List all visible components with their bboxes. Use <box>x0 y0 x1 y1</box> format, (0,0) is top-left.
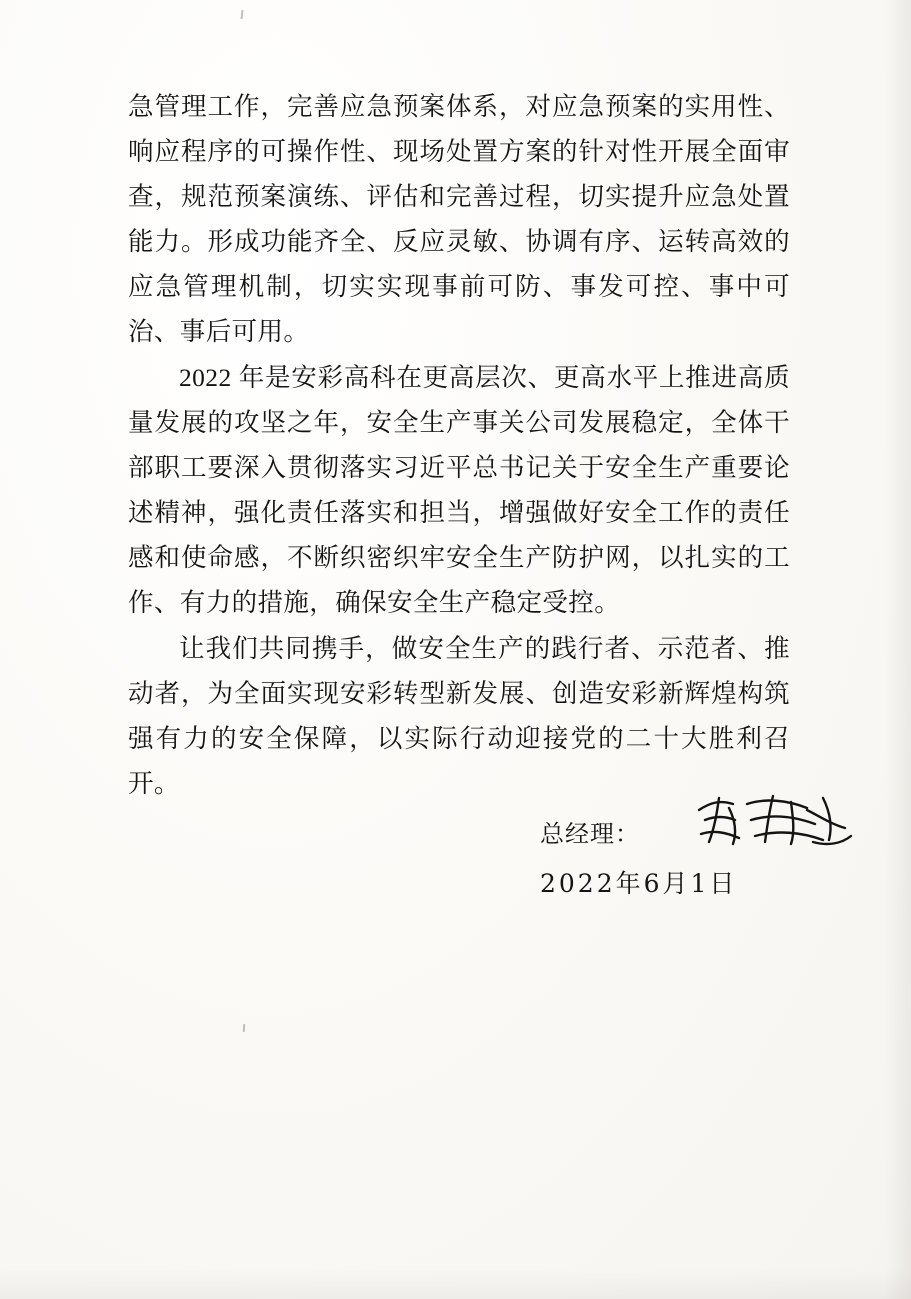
scan-mark-top <box>241 10 244 19</box>
handwritten-signature <box>695 790 855 852</box>
paragraph-3: 让我们共同携手，做安全生产的践行者、示范者、推动者，为全面实现安彩转型新发展、创造安彩新辉煌构筑强有力的安全保障，以实际行动迎接党的二十大胜利召开。 <box>128 634 790 798</box>
signature-date-text: 2022年6月1日 <box>540 869 738 898</box>
signature-block <box>540 818 870 900</box>
document-body <box>128 84 790 807</box>
page-edge-shadow <box>885 0 911 1299</box>
scan-mark-bottom <box>243 1024 246 1032</box>
page-bottom-shadow <box>0 1269 911 1299</box>
signature-date <box>540 864 870 900</box>
paragraph-2: 2022 年是安彩高科在更高层次、更高水平上推进高质量发展的攻坚之年，安全生产事关公司发展稳定，全体干部职工要深入贯彻落实习近平总书记关于安全生产重要论述精神，强化责任落实和担当，增强做好安全工作的责任感和使命感，不断织密织牢安全生产防护网，以扎实的工作、有力的措施，确保安全生产稳定受控。 <box>128 363 790 617</box>
signature-title-label: 总经理： <box>540 822 640 848</box>
signature-title-row <box>540 818 870 852</box>
paragraph-1: 急管理工作，完善应急预案体系，对应急预案的实用性、响应程序的可操作性、现场处置方案的针对性开展全面审查，规范预案演练、评估和完善过程，切实提升应急处置能力。形成功能齐全、反应灵敏、协调有序、运转高效的应急管理机制，切实实现事前可防、事发可控、事中可治、事后可用。 <box>128 92 790 346</box>
